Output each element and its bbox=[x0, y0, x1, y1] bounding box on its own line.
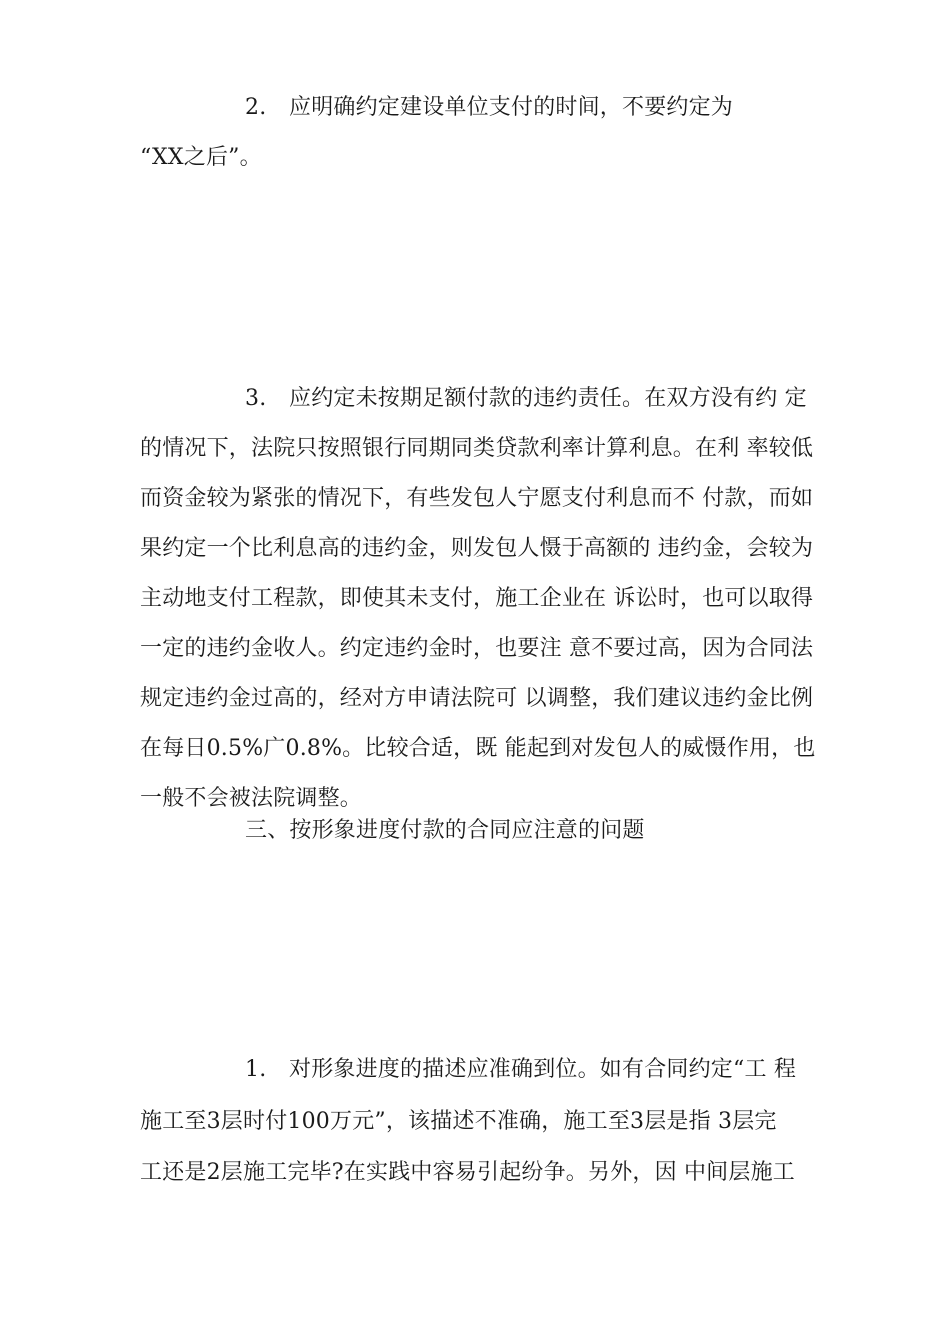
item2-line-2: “XX之后”。 bbox=[140, 145, 262, 170]
section3-heading: 三、按形象进度付款的合同应注意的问题 bbox=[245, 818, 645, 843]
item3-line-3: 而资金较为紧张的情况下，有些发包人宁愿支付利息而不 付款，而如 bbox=[140, 486, 814, 511]
item3-line-7: 规定违约金过高的，经对方申请法院可 以调整，我们建议违约金比例 bbox=[140, 686, 814, 711]
item2-text-1: 应明确约定建设单位支付的时间，不要约定为 bbox=[289, 95, 734, 120]
item2-number: 2. bbox=[245, 95, 267, 120]
item3-line-6: 一定的违约金收人。约定违约金时，也要注 意不要过高，因为合同法 bbox=[140, 636, 814, 661]
item1-line-3: 工还是2层施工完毕?在实践中容易引起纷争。另外，因 中间层施工 bbox=[140, 1160, 795, 1185]
item1-line-1 bbox=[245, 1055, 830, 1085]
item1-text-1: 对形象进度的描述应准确到位。如有合同约定“工 程 bbox=[289, 1057, 797, 1082]
item3-line-4: 果约定一个比利息高的违约金，则发包人慑于高额的 违约金，会较为 bbox=[140, 536, 814, 561]
item3-line-8: 在每日0.5%广0.8%。比较合适，既 能起到对发包人的威慑作用，也 bbox=[140, 736, 816, 761]
item3-line-5: 主动地支付工程款，即使其未支付，施工企业在 诉讼时，也可以取得 bbox=[140, 586, 814, 611]
item3-line-9: 一般不会被法院调整。 bbox=[140, 786, 363, 811]
item3-line-2: 的情况下，法院只按照银行同期同类贷款利率计算利息。在利 率较低 bbox=[140, 436, 814, 461]
item1-line-2: 施工至3层时付100万元”，该描述不准确，施工至3层是指 3层完 bbox=[140, 1109, 777, 1134]
item3-line-1 bbox=[245, 384, 830, 414]
item2-line-1 bbox=[245, 93, 830, 123]
item3-number: 3. bbox=[245, 386, 267, 411]
item3-text-1: 应约定未按期足额付款的违约责任。在双方没有约 定 bbox=[289, 386, 807, 411]
item1-number: 1. bbox=[245, 1057, 267, 1082]
